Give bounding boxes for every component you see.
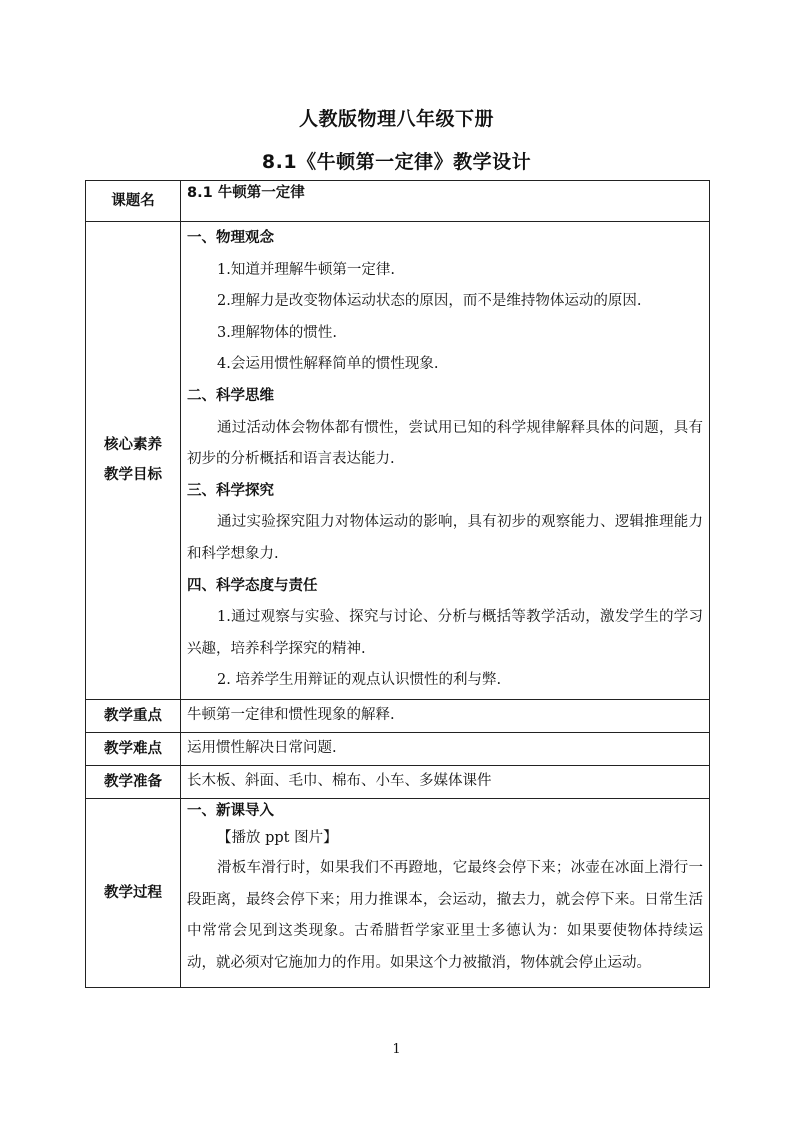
- goals-section-4-title: 四、科学态度与责任: [187, 577, 318, 594]
- topic-label: 课题名: [86, 181, 181, 222]
- process-label: 教学过程: [86, 798, 181, 987]
- process-note: 【播放 ppt 图片】: [217, 829, 338, 846]
- lesson-plan-table: [85, 180, 710, 988]
- page-number: 1: [392, 1042, 401, 1057]
- process-content: [181, 798, 710, 987]
- goals-section-4-item: 2. 培养学生用辩证的观点认识惯性的利与弊.: [217, 672, 502, 689]
- topic-value: 8.1 牛顿第一定律: [181, 181, 710, 222]
- difficulty-value: 运用惯性解决日常问题.: [181, 732, 710, 765]
- document-title: 人教版物理八年级下册: [298, 108, 494, 130]
- goals-section-2-text: 通过活动体会物体都有惯性，尝试用已知的科学规律解释具体的问题，具有初步的分析概括和语言表达能力.: [187, 419, 703, 468]
- goals-section-1-item: 2.理解力是改变物体运动状态的原因，而不是维持物体运动的原因.: [217, 293, 642, 310]
- goals-label: [86, 222, 181, 700]
- preparation-value: 长木板、斜面、毛巾、棉布、小车、多媒体课件: [181, 765, 710, 798]
- goals-section-2-title: 二、科学思维: [187, 387, 274, 404]
- table-row-process: [86, 798, 710, 987]
- goals-section-3-text: 通过实验探究阻力对物体运动的影响，具有初步的观察能力、逻辑推理能力和科学想象力.: [187, 514, 703, 562]
- goals-section-1-item: 3.理解物体的惯性.: [217, 324, 337, 341]
- goals-section-1-item: 1.知道并理解牛顿第一定律.: [217, 261, 395, 278]
- preparation-label: 教学准备: [86, 765, 181, 798]
- goals-section-3-title: 三、科学探究: [187, 482, 274, 499]
- goals-label-line2: 教学目标: [104, 467, 162, 484]
- goals-section-4-item: 1.通过观察与实验、探究与讨论、分析与概括等教学活动，激发学生的学习兴趣，培养科学探究的精神.: [187, 609, 703, 657]
- table-row-preparation: [86, 765, 710, 798]
- table-row-goals: [86, 222, 710, 700]
- goals-content: [181, 222, 710, 700]
- goals-section-1-title: 一、物理观念: [187, 230, 274, 246]
- difficulty-label: 教学难点: [86, 732, 181, 765]
- process-text: 滑板车滑行时，如果我们不再蹬地，它最终会停下来；冰壶在冰面上滑行一段距离，最终会停下来；用力推课本，会运动，撤去力，就会停下来。日常生活中常常会见到这类现象。古希腊哲学家亚里士多德认为：如果要使物体持续运动，就必须对它施加力的作用。如果这个力被撤消，物体就会停止运动。: [187, 859, 703, 971]
- goals-section-1-item: 4.会运用惯性解释简单的惯性现象.: [217, 356, 439, 373]
- key-point-value: 牛顿第一定律和惯性现象的解释.: [181, 699, 710, 732]
- document-subtitle: 8.1《牛顿第一定律》教学设计: [261, 151, 532, 173]
- key-point-label: 教学重点: [86, 699, 181, 732]
- goals-label-line1: 核心素养: [104, 437, 162, 454]
- table-row-topic: [86, 181, 710, 222]
- process-section-1-title: 一、新课导入: [187, 802, 274, 819]
- table-row-difficulty: [86, 732, 710, 765]
- table-row-key-point: [86, 699, 710, 732]
